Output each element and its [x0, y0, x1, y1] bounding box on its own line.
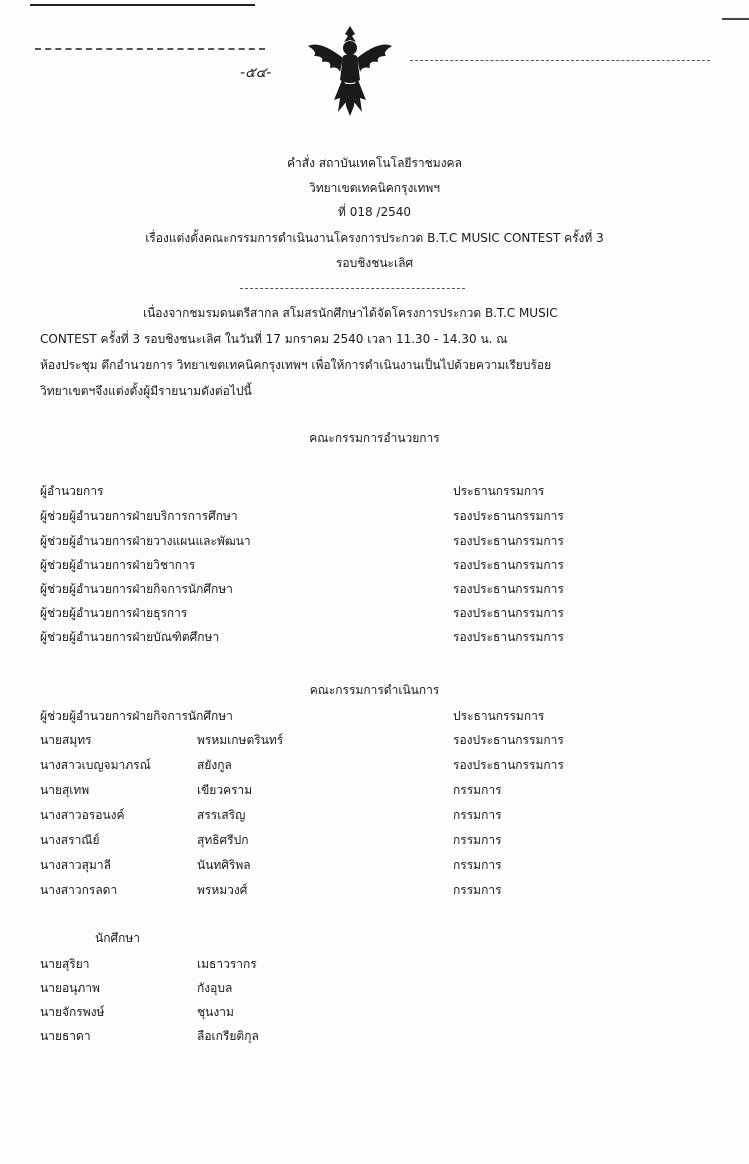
- member-role: รองประธานกรรมการ: [453, 534, 564, 548]
- member-position: ผู้ช่วยผู้อำนวยการฝ่ายบัณฑิตศึกษา: [40, 630, 220, 644]
- member-first-name: นางสาวอรอนงค์: [40, 808, 125, 822]
- student-row: [40, 1027, 680, 1049]
- member-role: รองประธานกรรมการ: [453, 606, 564, 620]
- member-role: รองประธานกรรมการ: [453, 758, 564, 772]
- member-first-name: นางสาวกรลดา: [40, 883, 118, 897]
- student-first-name: นายธาดา: [40, 1029, 91, 1043]
- member-last-name: สุทธิศรีปก: [197, 833, 249, 847]
- member-position: ผู้ช่วยผู้อำนวยการฝ่ายธุรการ: [40, 606, 188, 620]
- subject-line-1: เรื่องแต่งตั้งคณะกรรมการดำเนินงานโครงการประกวด B.T.C MUSIC CONTEST ครั้งที่ 3: [145, 231, 604, 245]
- member-role: ประธานกรรมการ: [453, 709, 545, 723]
- section-title-director: คณะกรรมการอำนวยการ: [309, 431, 440, 445]
- student-last-name: ลือเกรียติกุล: [197, 1029, 259, 1043]
- scan-dash-left: [35, 48, 265, 50]
- student-row: [40, 1003, 680, 1025]
- org-line-2: วิทยาเขตเทคนิคกรุงเทพฯ: [308, 181, 440, 195]
- body-para-line-4: วิทยาเขตฯจึงแต่งตั้งผู้มีรายนามดังต่อไปนี้: [40, 384, 252, 398]
- member-position: ผู้อำนวยการ: [40, 484, 104, 498]
- committee-row: [40, 507, 680, 529]
- member-role: กรรมการ: [453, 883, 502, 897]
- member-role: รองประธานกรรมการ: [453, 582, 564, 596]
- member-first-name: นางสราณีย์: [40, 833, 100, 847]
- member-position: ผู้ช่วยผู้อำนวยการฝ่ายวิชาการ: [40, 558, 196, 572]
- committee-row: [40, 580, 680, 602]
- student-first-name: นายอนุภาพ: [40, 981, 100, 995]
- committee-row: [40, 707, 680, 729]
- order-number: ที่ 018 /2540: [337, 205, 412, 219]
- member-role: รองประธานกรรมการ: [453, 558, 564, 572]
- committee-row: [40, 806, 680, 828]
- member-last-name: เขียวคราม: [197, 783, 253, 797]
- student-first-name: นายจักรพงษ์: [40, 1005, 105, 1019]
- org-line-1: คำสั่ง สถาบันเทคโนโลยีราชมงคล: [287, 156, 462, 170]
- garuda-emblem-icon: [300, 20, 400, 120]
- body-para-line-2: CONTEST ครั้งที่ 3 รอบชิงชนะเลิศ ในวันที่ 17 มกราคม 2540 เวลา 11.30 - 14.30 น. ณ: [40, 332, 508, 346]
- member-last-name: นันทศิริพล: [197, 858, 251, 872]
- student-row: [40, 955, 680, 977]
- section-title-students: นักศึกษา: [95, 931, 140, 945]
- committee-row: [40, 556, 680, 578]
- member-role: กรรมการ: [453, 833, 502, 847]
- committee-row: [40, 831, 680, 853]
- member-first-name: นายสุเทพ: [40, 783, 90, 797]
- member-position: ผู้ช่วยผู้อำนวยการฝ่ายบริการการศึกษา: [40, 509, 238, 523]
- member-first-name: ผู้ช่วยผู้อำนวยการฝ่ายกิจการนักศึกษา: [40, 709, 233, 723]
- committee-row: [40, 781, 680, 803]
- committee-row: [40, 731, 680, 753]
- student-last-name: กังอุบล: [197, 981, 233, 995]
- member-role: กรรมการ: [453, 808, 502, 822]
- member-first-name: นางสาวเบญจมาภรณ์: [40, 758, 151, 772]
- body-para-line-3: ห้องประชุม ตึกอำนวยการ วิทยาเขตเทคนิคกรุงเทพฯ เพื่อให้การดำเนินงานเป็นไปด้วยความเรียบร้อย: [40, 358, 552, 372]
- member-position: ผู้ช่วยผู้อำนวยการฝ่ายกิจการนักศึกษา: [40, 582, 233, 596]
- section-title-operation: คณะกรรมการดำเนินการ: [309, 683, 440, 697]
- committee-row: [40, 881, 680, 903]
- member-role: รองประธานกรรมการ: [453, 630, 564, 644]
- member-first-name: นายสมุทร: [40, 733, 92, 747]
- student-first-name: นายสุริยา: [40, 957, 90, 971]
- member-role: กรรมการ: [453, 858, 502, 872]
- committee-row: [40, 756, 680, 778]
- member-last-name: พรหมเกษตรินทร์: [197, 733, 284, 747]
- page-number: -๕๔-: [240, 65, 272, 81]
- member-position: ผู้ช่วยผู้อำนวยการฝ่ายวางแผนและพัฒนา: [40, 534, 251, 548]
- committee-row: [40, 604, 680, 626]
- member-role: รองประธานกรรมการ: [453, 509, 564, 523]
- committee-row: [40, 482, 680, 504]
- committee-row: [40, 532, 680, 554]
- member-role: กรรมการ: [453, 783, 502, 797]
- subject-line-2: รอบชิงชนะเลิศ: [335, 256, 414, 270]
- student-row: [40, 979, 680, 1001]
- member-role: รองประธานกรรมการ: [453, 733, 564, 747]
- committee-row: [40, 856, 680, 878]
- member-last-name: พรหมวงศ์: [197, 883, 248, 897]
- top-rule: [30, 4, 255, 6]
- member-last-name: สยังกูล: [197, 758, 232, 772]
- committee-row: [40, 628, 680, 650]
- member-last-name: สรรเสริญ: [197, 808, 246, 822]
- scan-mark: [722, 18, 749, 20]
- separator-line: [240, 288, 465, 289]
- member-role: ประธานกรรมการ: [453, 484, 545, 498]
- member-first-name: นางสาวสุมาลี: [40, 858, 111, 872]
- student-last-name: ชุนงาม: [197, 1005, 234, 1019]
- scan-dash-right: [410, 60, 710, 61]
- body-para-line-1: เนื่องจากชมรมดนตรีสากล สโมสรนักศึกษาได้จัดโครงการประกวด B.T.C MUSIC: [143, 306, 558, 320]
- student-last-name: เมธาวรากร: [197, 957, 257, 971]
